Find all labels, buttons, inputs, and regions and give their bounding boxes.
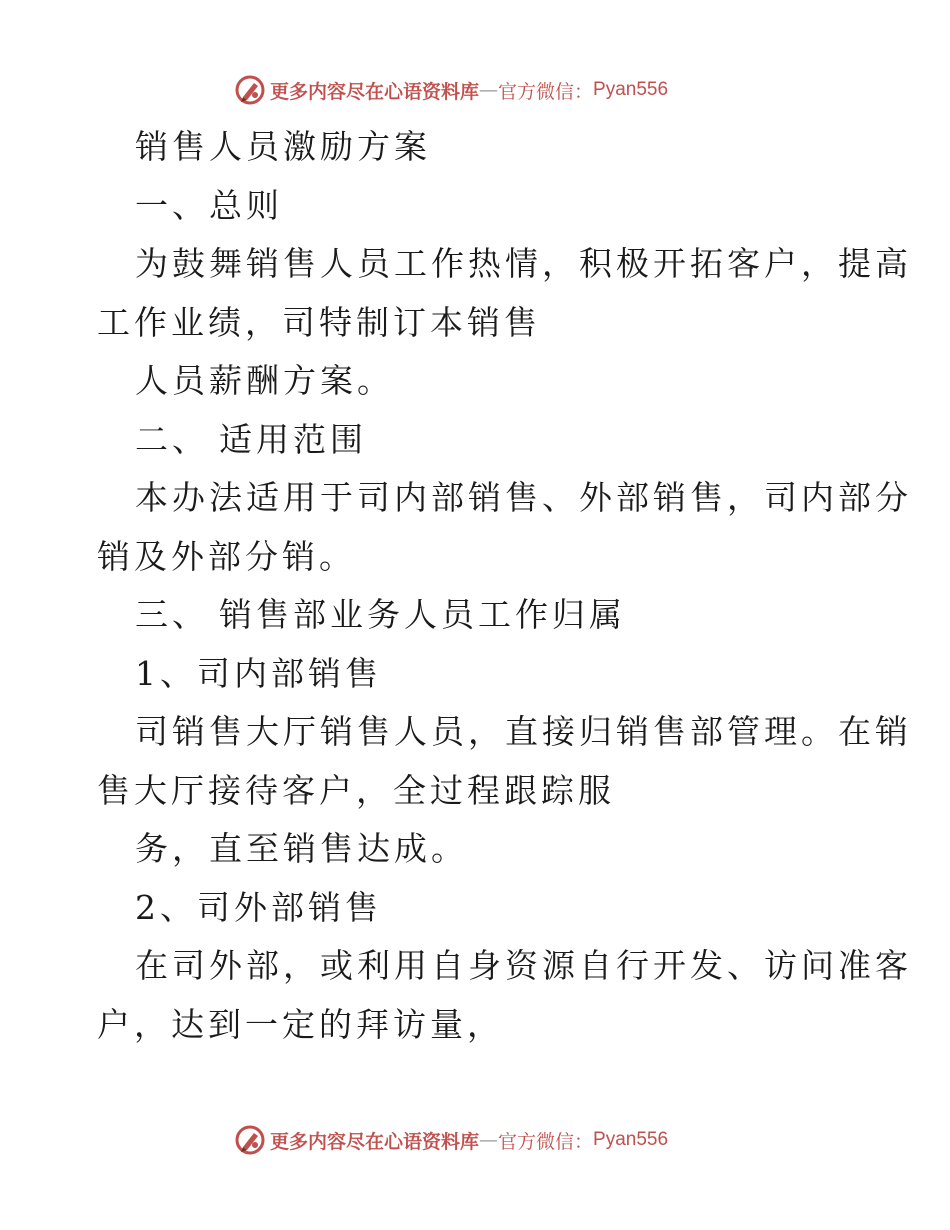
banner-official-label: 官方微信：	[498, 80, 594, 103]
subsection-2-paragraph-line-1: 在司外部，或利用自身资源自行开发、访问准客	[135, 946, 912, 985]
section-1-heading: 一、总则	[135, 185, 283, 225]
section-2-title: 适用范围	[219, 419, 367, 459]
banner-wechat-id: Pyan556	[593, 1129, 669, 1150]
subsection-2-heading: 2、司外部销售	[135, 887, 382, 927]
footer-banner	[234, 1122, 668, 1158]
subsection-1-heading: 1、司内部销售	[135, 653, 382, 693]
section-2-heading	[97, 411, 857, 470]
section-1-paragraph-line-2: 工作业绩，司特制订本销售	[97, 302, 541, 342]
banner-official-label: 官方微信：	[498, 1130, 594, 1153]
banner-brand-text: 更多内容尽在心语资料库	[270, 1130, 480, 1153]
section-1-paragraph-line-3: 人员薪酬方案。	[135, 361, 394, 400]
document-body	[97, 118, 912, 1054]
document-title: 销售人员激励方案	[135, 127, 431, 166]
pen-logo-icon	[234, 74, 266, 106]
subsection-1-paragraph-line-2: 售大厅接待客户，全过程跟踪服	[97, 770, 615, 810]
banner-brand-text: 更多内容尽在心语资料库	[270, 80, 480, 103]
banner-wechat-id: Pyan556	[593, 79, 669, 100]
subsection-2-paragraph-line-2: 户，达到一定的拜访量，	[97, 1004, 504, 1044]
pen-logo-icon	[234, 1124, 266, 1156]
header-banner	[234, 72, 668, 108]
section-3-number: 三、	[135, 595, 209, 634]
banner-separator: —	[479, 1129, 499, 1151]
banner-separator: —	[479, 79, 499, 101]
section-2-paragraph-line-1: 本办法适用于司内部销售、外部销售，司内部分	[135, 478, 912, 517]
subsection-1-paragraph-line-3: 务，直至销售达成。	[135, 829, 468, 868]
section-2-paragraph-line-2: 销及外部分销。	[97, 536, 356, 576]
section-2-number: 二、	[135, 419, 209, 459]
section-3-heading	[97, 586, 857, 645]
section-3-title: 销售部业务人员工作归属	[219, 595, 626, 634]
subsection-1-paragraph-line-1: 司销售大厅销售人员，直接归销售部管理。在销	[135, 712, 912, 751]
section-1-paragraph-line-1: 为鼓舞销售人员工作热情，积极开拓客户，提高	[135, 244, 912, 283]
